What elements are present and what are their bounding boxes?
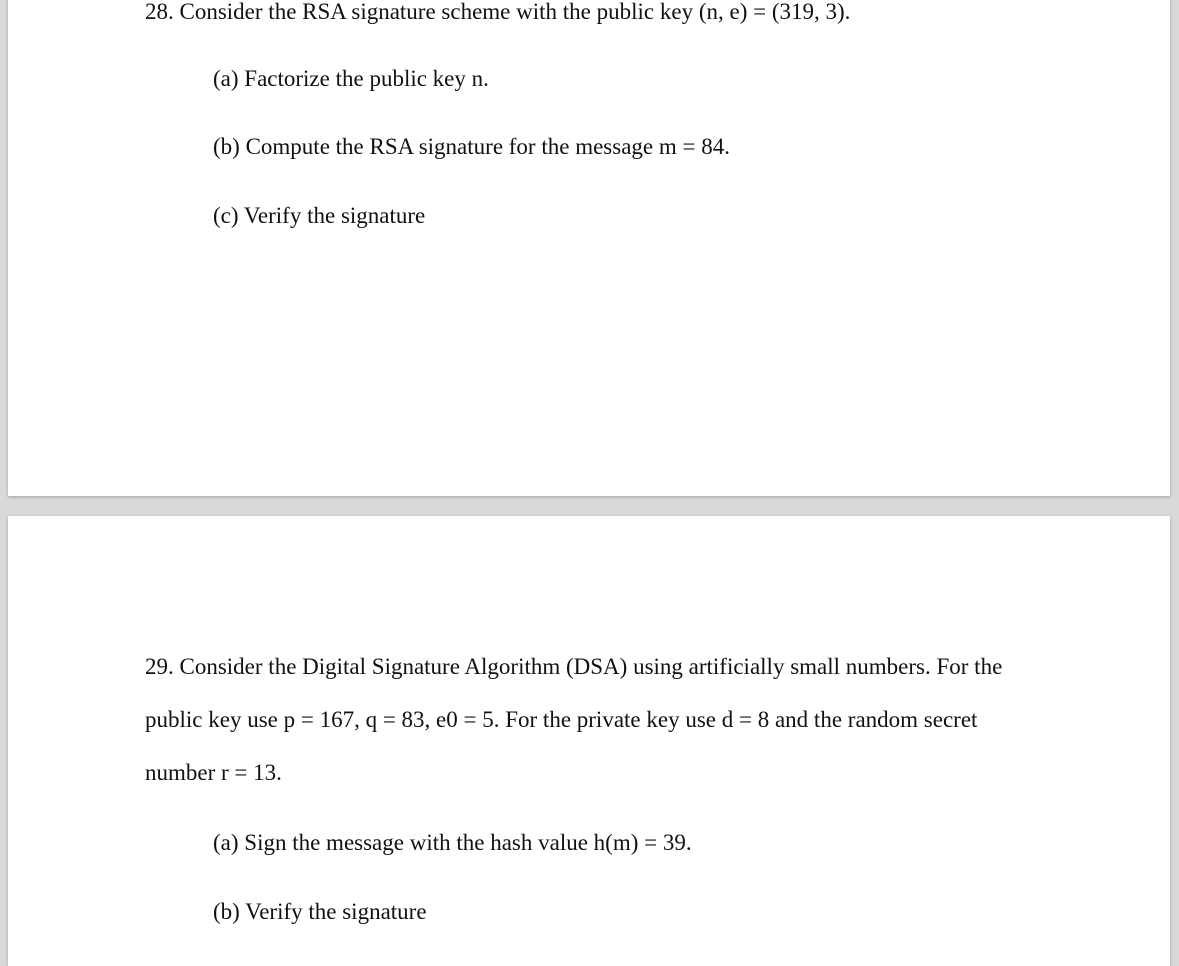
- page-2: [8, 516, 1170, 966]
- question-28-stem: 28. Consider the RSA signature scheme with the public key (n, e) = (319, 3).: [145, 0, 851, 24]
- question-28-part-a: (a) Factorize the public key n.: [213, 66, 489, 91]
- question-29-stem-line-3: number r = 13.: [145, 760, 282, 785]
- question-29-part-a: (a) Sign the message with the hash value h(m) = 39.: [213, 830, 692, 855]
- question-29-part-b: (b) Verify the signature: [213, 899, 427, 924]
- page-1: [8, 0, 1170, 496]
- question-29-stem-line-2: public key use p = 167, q = 83, e0 = 5. For the private key use d = 8 and the random secret: [145, 707, 978, 732]
- question-28-part-b: (b) Compute the RSA signature for the message m = 84.: [213, 134, 730, 159]
- question-29-stem-line-1: 29. Consider the Digital Signature Algorithm (DSA) using artificially small numbers. For the: [145, 654, 1003, 679]
- question-28-part-c: (c) Verify the signature: [213, 203, 426, 228]
